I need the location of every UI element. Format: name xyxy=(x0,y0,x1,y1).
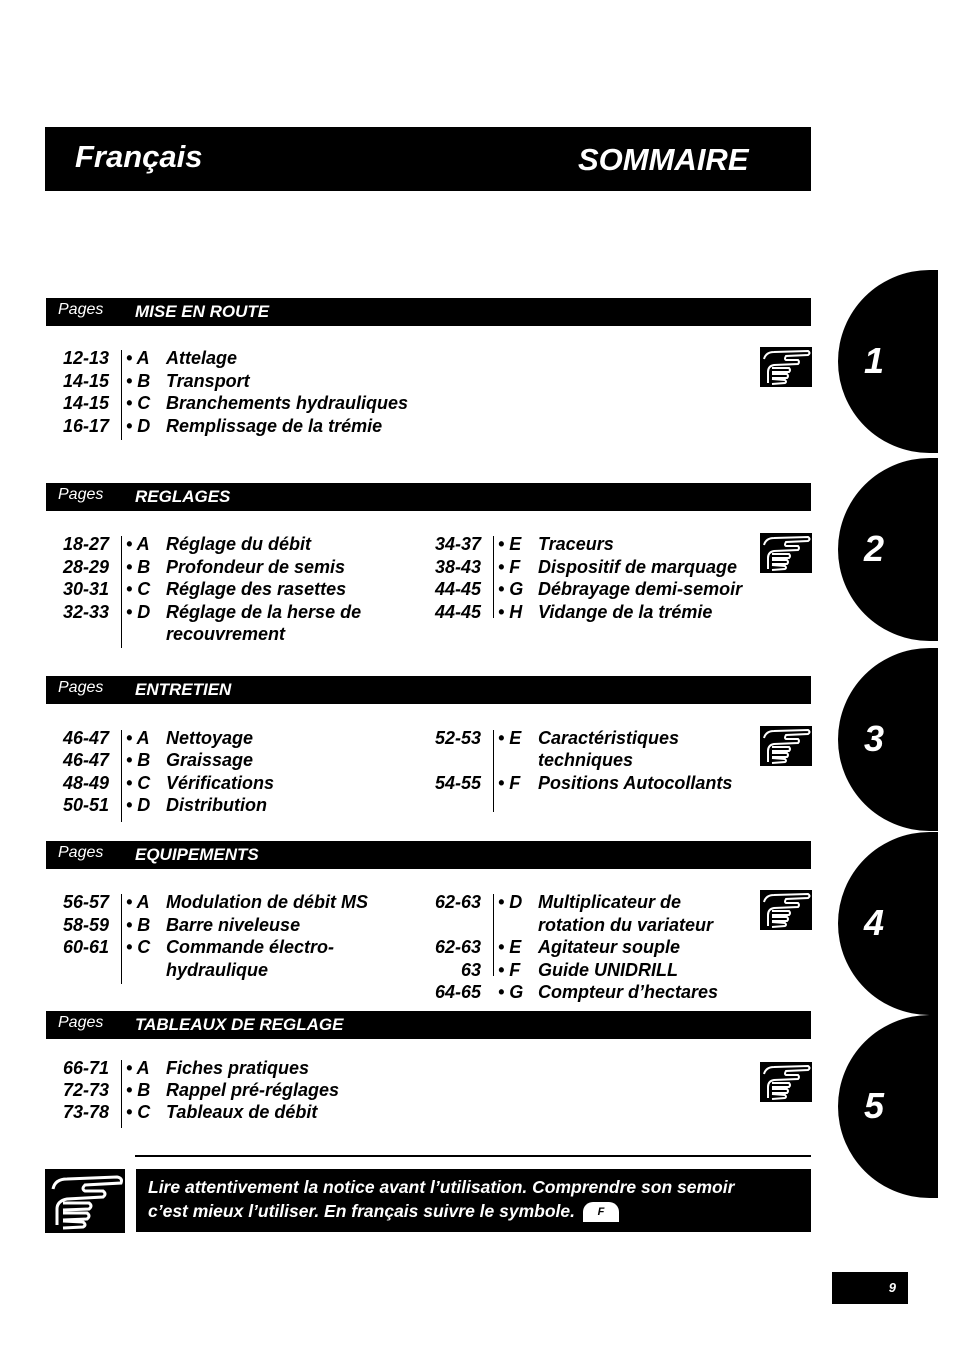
entry-letter: • H xyxy=(498,601,523,622)
entry-letter: • A xyxy=(126,728,150,748)
entry-label: Barre niveleuse xyxy=(166,914,301,935)
entry-label: Graissage xyxy=(166,750,254,771)
entry-label: hydraulique xyxy=(166,959,269,980)
entry-pages: 44-45 xyxy=(434,579,481,599)
entry-letter: • B xyxy=(126,750,151,771)
entry-letter: • D xyxy=(126,601,151,622)
entry-letter: • B xyxy=(126,914,151,935)
entry-label: Agitateur souple xyxy=(538,937,681,957)
pointing-hand-icon xyxy=(760,347,812,387)
column-divider xyxy=(121,894,122,984)
entry-label: Tableaux de débit xyxy=(166,1102,318,1122)
section-header-bar xyxy=(46,1011,811,1039)
entry-letter: • C xyxy=(126,937,151,957)
entry-label: Débrayage demi-semoir xyxy=(538,579,743,599)
entry-pages: 52-53 xyxy=(434,728,481,748)
column-divider xyxy=(121,350,122,440)
section-tab[interactable] xyxy=(838,1015,938,1198)
entry-label: Vérifications xyxy=(166,772,275,793)
toc-entry xyxy=(126,415,382,438)
entry-label: Remplissage de la trémie xyxy=(166,415,383,436)
entry-letter: • B xyxy=(126,370,151,391)
toc-entry xyxy=(498,959,678,982)
pointing-hand-icon xyxy=(760,890,812,930)
entry-label: Réglage du débit xyxy=(166,534,312,554)
entry-label: Profondeur de semis xyxy=(166,556,346,577)
pages-label: Pages xyxy=(58,1014,104,1031)
entry-label: Transport xyxy=(166,370,250,391)
entry-pages: 66-71 xyxy=(62,1058,109,1078)
section-title: MISE EN ROUTE xyxy=(135,302,270,321)
page-number: 9 xyxy=(888,1280,896,1295)
page-number-box xyxy=(832,1272,908,1304)
entry-pages: 60-61 xyxy=(62,937,109,957)
entry-label: Traceurs xyxy=(538,534,614,554)
french-symbol-badge: F xyxy=(583,1202,619,1222)
toc-entry xyxy=(126,772,274,795)
entry-pages: 32-33 xyxy=(62,601,109,622)
toc-entry xyxy=(126,601,361,624)
entry-letter: • C xyxy=(126,1102,151,1122)
toc-entry xyxy=(126,1079,339,1102)
entry-letter: • A xyxy=(126,534,150,554)
toc-entry xyxy=(498,772,732,795)
toc-entry xyxy=(126,749,253,772)
entry-letter: • G xyxy=(498,982,524,1002)
section-tab-number: 3 xyxy=(864,718,885,759)
footer-notice xyxy=(136,1169,811,1232)
entry-letter: • G xyxy=(498,579,524,599)
footer-line-2: c’est mieux l’utiliser. En français suivre le symbole. xyxy=(148,1201,575,1221)
entry-letter xyxy=(126,959,166,982)
entry-pages: 46-47 xyxy=(62,750,109,771)
entry-label: Dispositif de marquage xyxy=(538,556,738,577)
entry-letter: • E xyxy=(498,728,522,748)
toc-entry xyxy=(498,914,713,937)
language-label: Français xyxy=(75,139,203,174)
entry-label: Caractéristiques xyxy=(538,728,680,748)
entry-label: techniques xyxy=(538,750,634,771)
entry-label: Positions Autocollants xyxy=(538,772,733,793)
entry-pages: 34-37 xyxy=(434,534,481,554)
pages-label: Pages xyxy=(58,679,104,696)
toc-entry xyxy=(126,891,368,914)
entry-label: Vidange de la trémie xyxy=(538,601,713,622)
entry-letter xyxy=(126,623,166,646)
entry-letter: • B xyxy=(126,556,151,577)
entry-letter: • A xyxy=(126,1058,150,1078)
entry-label: Branchements hydrauliques xyxy=(166,393,409,413)
entry-label: Fiches pratiques xyxy=(166,1058,310,1078)
footer-line-1: Lire attentivement la notice avant l’utilisation. Comprendre son semoir xyxy=(148,1177,735,1197)
entry-letter: • D xyxy=(498,892,523,912)
pointing-hand-icon xyxy=(760,726,812,766)
toc-entry xyxy=(126,914,300,937)
toc-entry xyxy=(126,578,346,601)
toc-entry xyxy=(126,959,268,982)
section-title: TABLEAUX DE REGLAGE xyxy=(135,1015,344,1034)
toc-entry xyxy=(126,370,250,393)
entry-pages: 14-15 xyxy=(62,370,109,391)
toc-entry xyxy=(126,533,311,556)
section-title: ENTRETIEN xyxy=(135,680,232,699)
toc-entry xyxy=(498,981,718,1004)
column-divider xyxy=(121,1060,122,1128)
entry-pages: 46-47 xyxy=(62,728,109,748)
entry-label: Attelage xyxy=(166,348,238,368)
entry-pages: 28-29 xyxy=(62,556,109,577)
column-divider xyxy=(493,730,494,812)
section-tab-number: 2 xyxy=(864,528,885,569)
entry-pages: 54-55 xyxy=(434,772,481,793)
entry-pages: 62-63 xyxy=(434,892,481,912)
toc-entry xyxy=(498,556,737,579)
entry-pages: 72-73 xyxy=(62,1080,109,1100)
header-banner xyxy=(45,127,811,191)
entry-letter: • C xyxy=(126,393,151,413)
section-tab[interactable] xyxy=(838,648,938,831)
entry-label: Réglage des rasettes xyxy=(166,579,347,599)
entry-letter: • C xyxy=(126,772,151,793)
section-tab-number: 5 xyxy=(864,1085,885,1126)
toc-entry xyxy=(498,727,679,750)
entry-pages: 56-57 xyxy=(62,892,109,912)
section-title: REGLAGES xyxy=(135,487,231,506)
entry-pages: 50-51 xyxy=(62,794,109,815)
toc-entry xyxy=(126,556,345,579)
pointing-hand-icon xyxy=(45,1169,125,1233)
entry-pages: 63 xyxy=(460,959,481,980)
entry-label: Distribution xyxy=(166,794,267,815)
entry-pages: 48-49 xyxy=(62,772,109,793)
section-tab[interactable] xyxy=(838,270,938,453)
toc-entry xyxy=(126,936,334,959)
entry-letter: • A xyxy=(126,892,150,912)
entry-letter xyxy=(498,914,538,937)
toc-entry xyxy=(498,749,633,772)
entry-pages: 44-45 xyxy=(434,601,481,622)
toc-entry xyxy=(498,533,614,556)
entry-label: Guide UNIDRILL xyxy=(538,959,678,980)
entry-pages: 18-27 xyxy=(62,534,109,554)
entry-letter xyxy=(498,749,538,772)
section-tab[interactable] xyxy=(838,832,938,1015)
toc-entry xyxy=(498,578,742,601)
entry-letter: • A xyxy=(126,348,150,368)
entry-label: Compteur d’hectares xyxy=(538,982,719,1002)
section-header-bar xyxy=(46,841,811,869)
section-title: EQUIPEMENTS xyxy=(135,845,259,864)
entry-pages: 30-31 xyxy=(62,579,109,599)
toc-entry xyxy=(498,601,712,624)
entry-letter: • F xyxy=(498,556,521,577)
entry-letter: • E xyxy=(498,937,522,957)
toc-entry xyxy=(126,1057,309,1080)
toc-entry xyxy=(126,623,285,646)
pointing-hand-icon xyxy=(760,533,812,573)
section-header-bar xyxy=(46,298,811,326)
entry-letter: • E xyxy=(498,534,522,554)
column-divider xyxy=(493,536,494,618)
pages-label: Pages xyxy=(58,301,104,318)
entry-label: rotation du variateur xyxy=(538,914,714,935)
toc-entry xyxy=(498,936,680,959)
page-title: SOMMAIRE xyxy=(578,142,749,177)
section-tab[interactable] xyxy=(838,458,938,641)
entry-letter: • C xyxy=(126,579,151,599)
pages-label: Pages xyxy=(58,486,104,503)
section-header-bar xyxy=(46,483,811,511)
entry-pages: 64-65 xyxy=(434,982,481,1002)
entry-pages: 12-13 xyxy=(62,348,109,368)
entry-pages: 73-78 xyxy=(62,1102,109,1122)
entry-label: Rappel pré-réglages xyxy=(166,1080,340,1100)
entry-pages: 14-15 xyxy=(62,393,109,413)
section-tab-number: 4 xyxy=(864,902,885,943)
entry-letter: • B xyxy=(126,1080,151,1100)
entry-pages: 38-43 xyxy=(434,556,481,577)
toc-entry xyxy=(126,727,253,750)
entry-label: Commande électro- xyxy=(166,937,335,957)
column-divider xyxy=(121,536,122,648)
entry-label: Réglage de la herse de xyxy=(166,601,362,622)
entry-letter: • F xyxy=(498,772,521,793)
pointing-hand-icon xyxy=(760,1062,812,1102)
entry-label: Multiplicateur de xyxy=(538,892,682,912)
toc-entry xyxy=(126,347,237,370)
entry-pages: 58-59 xyxy=(62,914,109,935)
entry-pages: 62-63 xyxy=(434,937,481,957)
section-header-bar xyxy=(46,676,811,704)
entry-label: Modulation de débit MS xyxy=(166,892,368,912)
entry-letter: • F xyxy=(498,959,521,980)
column-divider xyxy=(493,894,494,976)
column-divider xyxy=(121,730,122,822)
entry-label: Nettoyage xyxy=(166,728,254,748)
section-tab-number: 1 xyxy=(864,340,885,381)
entry-pages: 16-17 xyxy=(62,415,109,436)
entry-letter: • D xyxy=(126,415,151,436)
pages-label: Pages xyxy=(58,844,104,861)
entry-letter: • D xyxy=(126,794,151,815)
footer-divider xyxy=(135,1155,811,1157)
toc-entry xyxy=(126,794,267,817)
toc-entry xyxy=(126,1101,317,1124)
toc-entry xyxy=(126,392,408,415)
entry-label: recouvrement xyxy=(166,624,286,644)
toc-entry xyxy=(498,891,681,914)
